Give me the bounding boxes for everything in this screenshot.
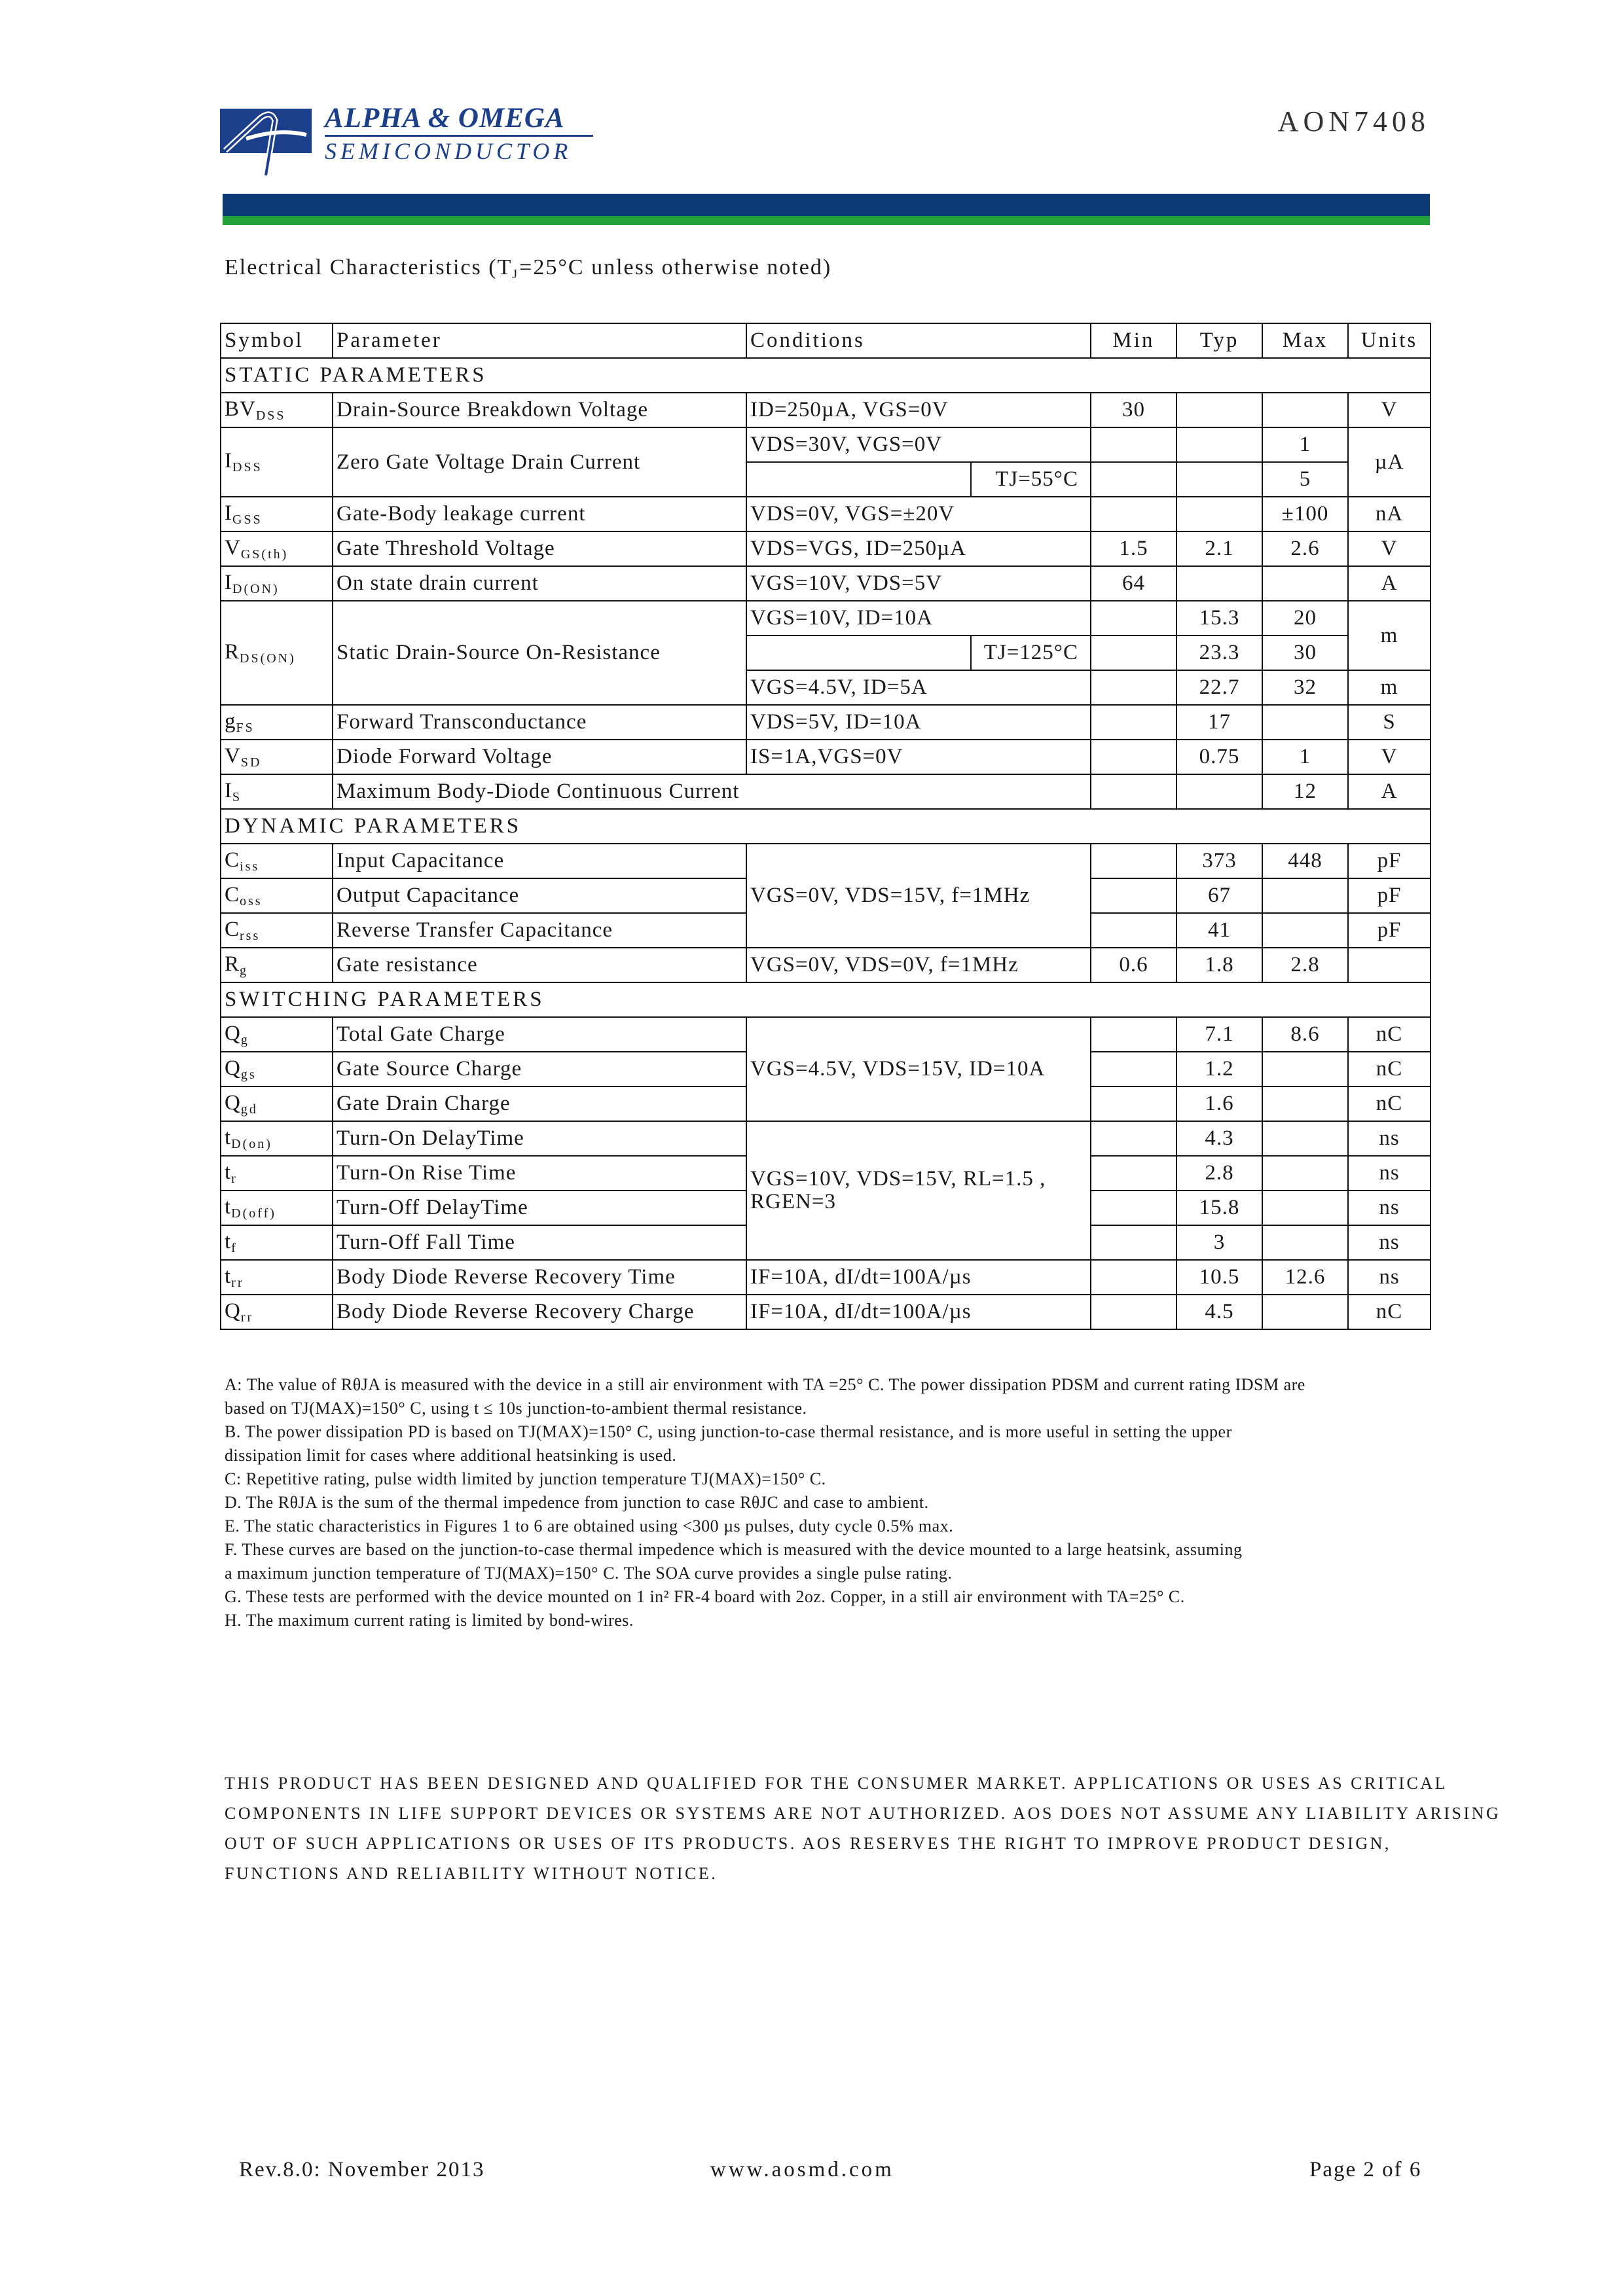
disclaimer-line: THIS PRODUCT HAS BEEN DESIGNED AND QUALIFIED FOR THE CONSUMER MARKET. APPLICATIONS OR USES AS CRITICAL	[225, 1774, 1448, 1793]
conditions-cell: IS=1A,VGS=0V	[746, 740, 1091, 774]
max-cell	[1262, 878, 1348, 913]
max-cell: 30	[1262, 636, 1348, 670]
parameter-cell: Zero Gate Voltage Drain Current	[333, 427, 746, 497]
symbol-cell: $V_{GS(th)}$	[221, 531, 333, 566]
symbol-cell: $C_{rss}$	[221, 913, 333, 948]
unit-cell: A	[1348, 774, 1431, 809]
conditions-cell: IF=10A, dI/dt=100A/µs	[746, 1295, 1091, 1329]
unit-cell: m	[1348, 601, 1431, 670]
conditions-cell: VGS=0V, VDS=15V, f=1MHz	[746, 844, 1091, 948]
unit-cell: nC	[1348, 1295, 1431, 1329]
max-cell: 12	[1262, 774, 1348, 809]
table-row	[221, 427, 1431, 462]
unit-cell: ns	[1348, 1121, 1431, 1156]
section-switching: SWITCHING PARAMETERS	[221, 982, 1431, 1017]
symbol-cell: $R_{DS(ON)}$	[221, 601, 333, 705]
conditions-blank-cell	[746, 462, 971, 497]
typ-cell	[1176, 774, 1262, 809]
min-cell	[1091, 1225, 1176, 1260]
col-typ: Typ	[1176, 323, 1262, 358]
max-cell: 8.6	[1262, 1017, 1348, 1052]
symbol-cell: $I_{GSS}$	[221, 497, 333, 531]
footer-website-link[interactable]: www.aosmd.com	[710, 2158, 894, 2181]
col-units: Units	[1348, 323, 1431, 358]
col-max: Max	[1262, 323, 1348, 358]
unit-cell: nA	[1348, 497, 1431, 531]
max-cell: 1	[1262, 427, 1348, 462]
unit-cell: ns	[1348, 1225, 1431, 1260]
part-number: AON7408	[1277, 105, 1430, 137]
company-name: ALPHA & OMEGA	[325, 103, 565, 134]
max-cell	[1262, 1052, 1348, 1086]
max-cell: 12.6	[1262, 1260, 1348, 1295]
section-static: STATIC PARAMETERS	[221, 358, 1431, 393]
min-cell: 64	[1091, 566, 1176, 601]
unit-cell: µA	[1348, 427, 1431, 497]
parameter-cell: Total Gate Charge	[333, 1017, 746, 1052]
max-cell	[1262, 913, 1348, 948]
unit-cell	[1348, 948, 1431, 982]
symbol-cell: $Q_{gs}$	[221, 1052, 333, 1086]
table-row	[221, 1260, 1431, 1295]
table-row	[221, 393, 1431, 427]
table-row	[221, 601, 1431, 636]
typ-cell: 373	[1176, 844, 1262, 878]
unit-cell: nC	[1348, 1017, 1431, 1052]
parameter-cell: Turn-On DelayTime	[333, 1121, 746, 1156]
min-cell	[1091, 670, 1176, 705]
table-row	[221, 844, 1431, 878]
conditions-cell: IF=10A, dI/dt=100A/µs	[746, 1260, 1091, 1295]
footnote-line: based on TJ(MAX)=150° C, using t ≤ 10s junction-to-ambient thermal resistance.	[225, 1399, 807, 1418]
footer-revision: Rev.8.0: November 2013	[239, 2158, 485, 2181]
min-cell	[1091, 636, 1176, 670]
min-cell	[1091, 1017, 1176, 1052]
min-cell	[1091, 1191, 1176, 1225]
table-row	[221, 1017, 1431, 1052]
parameter-cell: Maximum Body-Diode Continuous Current	[333, 774, 1091, 809]
disclaimer-line: OUT OF SUCH APPLICATIONS OR USES OF ITS PRODUCTS. AOS RESERVES THE RIGHT TO IMPROVE PRODUCT DESIGN,	[225, 1834, 1391, 1853]
min-cell	[1091, 1260, 1176, 1295]
unit-cell: pF	[1348, 878, 1431, 913]
typ-cell: 4.3	[1176, 1121, 1262, 1156]
typ-cell	[1176, 427, 1262, 462]
min-cell	[1091, 1121, 1176, 1156]
symbol-cell: $Q_g$	[221, 1017, 333, 1052]
max-cell	[1262, 1225, 1348, 1260]
conditions-cell: VDS=0V, VGS=±20V	[746, 497, 1091, 531]
unit-cell: nC	[1348, 1086, 1431, 1121]
unit-cell: A	[1348, 566, 1431, 601]
max-cell	[1262, 1086, 1348, 1121]
footnote-line: F. These curves are based on the junction-to-case thermal impedence which is measured with the device mounted to a large heatsink, assuming	[225, 1540, 1243, 1559]
typ-cell	[1176, 462, 1262, 497]
parameter-cell: Body Diode Reverse Recovery Charge	[333, 1295, 746, 1329]
min-cell	[1091, 462, 1176, 497]
footnote-line: H. The maximum current rating is limited by bond-wires.	[225, 1611, 634, 1630]
unit-cell: m	[1348, 670, 1431, 705]
symbol-cell: $t_f$	[221, 1225, 333, 1260]
typ-cell: 2.8	[1176, 1156, 1262, 1191]
parameter-cell: Gate-Body leakage current	[333, 497, 746, 531]
company-subtitle: SEMICONDUCTOR	[325, 138, 572, 164]
conditions-cell: VGS=0V, VDS=0V, f=1MHz	[746, 948, 1091, 982]
conditions-cell: VDS=VGS, ID=250µA	[746, 531, 1091, 566]
parameter-cell: Forward Transconductance	[333, 705, 746, 740]
max-cell: 2.8	[1262, 948, 1348, 982]
parameter-cell: Turn-Off DelayTime	[333, 1191, 746, 1225]
symbol-cell: $V_{SD}$	[221, 740, 333, 774]
header-band-green	[223, 216, 1430, 225]
conditions-cell: VDS=5V, ID=10A	[746, 705, 1091, 740]
max-cell	[1262, 705, 1348, 740]
typ-cell: 10.5	[1176, 1260, 1262, 1295]
min-cell	[1091, 1052, 1176, 1086]
electrical-characteristics-table	[220, 323, 1431, 1330]
typ-cell: 1.8	[1176, 948, 1262, 982]
symbol-cell: $C_{oss}$	[221, 878, 333, 913]
symbol-cell: $I_{D(ON)}$	[221, 566, 333, 601]
symbol-cell: $C_{iss}$	[221, 844, 333, 878]
footer-page-number: Page 2 of 6	[1309, 2158, 1422, 2181]
conditions-cell: VGS=10V, VDS=15V, RL=1.5 , RGEN=3	[746, 1121, 1091, 1260]
typ-cell: 1.6	[1176, 1086, 1262, 1121]
min-cell	[1091, 1295, 1176, 1329]
parameter-cell: Turn-On Rise Time	[333, 1156, 746, 1191]
max-cell	[1262, 393, 1348, 427]
unit-cell: ns	[1348, 1156, 1431, 1191]
symbol-cell: $t_{D(on)}$	[221, 1121, 333, 1156]
min-cell	[1091, 740, 1176, 774]
parameter-cell: On state drain current	[333, 566, 746, 601]
table-row	[221, 1295, 1431, 1329]
max-cell	[1262, 1121, 1348, 1156]
typ-cell: 0.75	[1176, 740, 1262, 774]
min-cell	[1091, 497, 1176, 531]
typ-cell: 67	[1176, 878, 1262, 913]
conditions-cell: VGS=4.5V, VDS=15V, ID=10A	[746, 1017, 1091, 1121]
col-conditions: Conditions	[746, 323, 1091, 358]
conditions-cell: ID=250µA, VGS=0V	[746, 393, 1091, 427]
footnote-line: D. The RθJA is the sum of the thermal impedence from junction to case RθJC and case to ambient.	[225, 1493, 929, 1512]
typ-cell: 15.3	[1176, 601, 1262, 636]
unit-cell: pF	[1348, 844, 1431, 878]
typ-cell: 2.1	[1176, 531, 1262, 566]
footnote-line: C: Repetitive rating, pulse width limited by junction temperature TJ(MAX)=150° C.	[225, 1469, 826, 1488]
table-row	[221, 740, 1431, 774]
max-cell: 2.6	[1262, 531, 1348, 566]
min-cell	[1091, 601, 1176, 636]
table-header-row	[221, 323, 1431, 358]
typ-cell: 1.2	[1176, 1052, 1262, 1086]
table-row	[221, 497, 1431, 531]
min-cell: 30	[1091, 393, 1176, 427]
parameter-cell: Gate Drain Charge	[333, 1086, 746, 1121]
min-cell: 0.6	[1091, 948, 1176, 982]
max-cell: ±100	[1262, 497, 1348, 531]
conditions-cell: VGS=4.5V, ID=5A	[746, 670, 1091, 705]
symbol-cell: $Q_{rr}$	[221, 1295, 333, 1329]
disclaimer-line: COMPONENTS IN LIFE SUPPORT DEVICES OR SYSTEMS ARE NOT AUTHORIZED. AOS DOES NOT ASSUME ANY LIABILITY ARISING	[225, 1804, 1501, 1823]
unit-cell: V	[1348, 740, 1431, 774]
symbol-cell: $I_S$	[221, 774, 333, 809]
min-cell	[1091, 427, 1176, 462]
table-row	[221, 566, 1431, 601]
table-row	[221, 948, 1431, 982]
parameter-cell: Input Capacitance	[333, 844, 746, 878]
symbol-cell: $BV_{DSS}$	[221, 393, 333, 427]
col-parameter: Parameter	[333, 323, 746, 358]
typ-cell	[1176, 566, 1262, 601]
unit-cell: V	[1348, 393, 1431, 427]
min-cell	[1091, 1156, 1176, 1191]
symbol-cell: $g_{FS}$	[221, 705, 333, 740]
parameter-cell: Static Drain-Source On-Resistance	[333, 601, 746, 705]
typ-cell: 4.5	[1176, 1295, 1262, 1329]
parameter-cell: Reverse Transfer Capacitance	[333, 913, 746, 948]
typ-cell: 41	[1176, 913, 1262, 948]
symbol-cell: $t_{rr}$	[221, 1260, 333, 1295]
typ-cell	[1176, 497, 1262, 531]
typ-cell: 22.7	[1176, 670, 1262, 705]
conditions-cell: VGS=10V, VDS=5V	[746, 566, 1091, 601]
table-row	[221, 531, 1431, 566]
symbol-cell: $Q_{gd}$	[221, 1086, 333, 1121]
max-cell: 20	[1262, 601, 1348, 636]
min-cell	[1091, 878, 1176, 913]
unit-cell: ns	[1348, 1191, 1431, 1225]
conditions-cell: VDS=30V, VGS=0V	[746, 427, 1091, 462]
symbol-cell: $t_{D(off)}$	[221, 1191, 333, 1225]
parameter-cell: Gate Source Charge	[333, 1052, 746, 1086]
col-symbol: Symbol	[221, 323, 333, 358]
company-logo	[220, 102, 600, 181]
typ-cell: 3	[1176, 1225, 1262, 1260]
footnotes	[225, 1373, 1429, 1632]
conditions-cell: VGS=10V, ID=10A	[746, 601, 1091, 636]
min-cell: 1.5	[1091, 531, 1176, 566]
min-cell	[1091, 774, 1176, 809]
parameter-cell: Turn-Off Fall Time	[333, 1225, 746, 1260]
parameter-cell: Drain-Source Breakdown Voltage	[333, 393, 746, 427]
alpha-omega-logo-icon	[220, 105, 312, 177]
max-cell: 5	[1262, 462, 1348, 497]
footnote-line: E. The static characteristics in Figures 1 to 6 are obtained using <300 µs pulses, duty cycle 0.5% max.	[225, 1516, 954, 1535]
typ-cell: 15.8	[1176, 1191, 1262, 1225]
parameter-cell: Diode Forward Voltage	[333, 740, 746, 774]
max-cell: 32	[1262, 670, 1348, 705]
max-cell	[1262, 1156, 1348, 1191]
footnote-line: A: The value of RθJA is measured with the device in a still air environment with TA =25° C. The power dissipation PDSM and current rating IDSM are	[225, 1375, 1305, 1394]
conditions-cell: TJ=125°C	[971, 636, 1091, 670]
section-row	[221, 982, 1431, 1017]
footnote-line: dissipation limit for cases where additional heatsinking is used.	[225, 1446, 677, 1465]
brand-divider	[325, 135, 593, 137]
max-cell	[1262, 1191, 1348, 1225]
max-cell: 1	[1262, 740, 1348, 774]
symbol-cell: $R_g$	[221, 948, 333, 982]
parameter-cell: Gate Threshold Voltage	[333, 531, 746, 566]
header-band-blue	[223, 194, 1430, 216]
table-row	[221, 705, 1431, 740]
min-cell	[1091, 913, 1176, 948]
typ-cell: 23.3	[1176, 636, 1262, 670]
min-cell	[1091, 844, 1176, 878]
conditions-blank-cell	[746, 636, 971, 670]
table-row	[221, 774, 1431, 809]
footnote-line: B. The power dissipation PD is based on TJ(MAX)=150° C, using junction-to-case thermal resistance, and is more useful in setting the upper	[225, 1422, 1232, 1441]
table-row	[221, 1121, 1431, 1156]
min-cell	[1091, 705, 1176, 740]
typ-cell: 7.1	[1176, 1017, 1262, 1052]
disclaimer	[225, 1768, 1501, 1889]
typ-cell	[1176, 393, 1262, 427]
disclaimer-line: FUNCTIONS AND RELIABILITY WITHOUT NOTICE.	[225, 1864, 718, 1883]
symbol-cell: $I_{DSS}$	[221, 427, 333, 497]
conditions-cell: TJ=55°C	[971, 462, 1091, 497]
max-cell	[1262, 566, 1348, 601]
unit-cell: S	[1348, 705, 1431, 740]
section-heading: Electrical Characteristics ($T_J=25^\circ C$ unless otherwise noted)	[225, 255, 832, 281]
section-dynamic: DYNAMIC PARAMETERS	[221, 809, 1431, 844]
col-min: Min	[1091, 323, 1176, 358]
unit-cell: ns	[1348, 1260, 1431, 1295]
typ-cell: 17	[1176, 705, 1262, 740]
parameter-cell: Body Diode Reverse Recovery Time	[333, 1260, 746, 1295]
parameter-cell: Gate resistance	[333, 948, 746, 982]
max-cell	[1262, 1295, 1348, 1329]
unit-cell: pF	[1348, 913, 1431, 948]
footnote-line: a maximum junction temperature of TJ(MAX)=150° C. The SOA curve provides a single pulse rating.	[225, 1564, 953, 1583]
symbol-cell: $t_r$	[221, 1156, 333, 1191]
max-cell: 448	[1262, 844, 1348, 878]
min-cell	[1091, 1086, 1176, 1121]
unit-cell: nC	[1348, 1052, 1431, 1086]
parameter-cell: Output Capacitance	[333, 878, 746, 913]
section-row	[221, 358, 1431, 393]
footnote-line: G. These tests are performed with the device mounted on 1 in² FR-4 board with 2oz. Copper, in a still air environment with TA=25° C.	[225, 1587, 1185, 1606]
unit-cell: V	[1348, 531, 1431, 566]
section-row	[221, 809, 1431, 844]
